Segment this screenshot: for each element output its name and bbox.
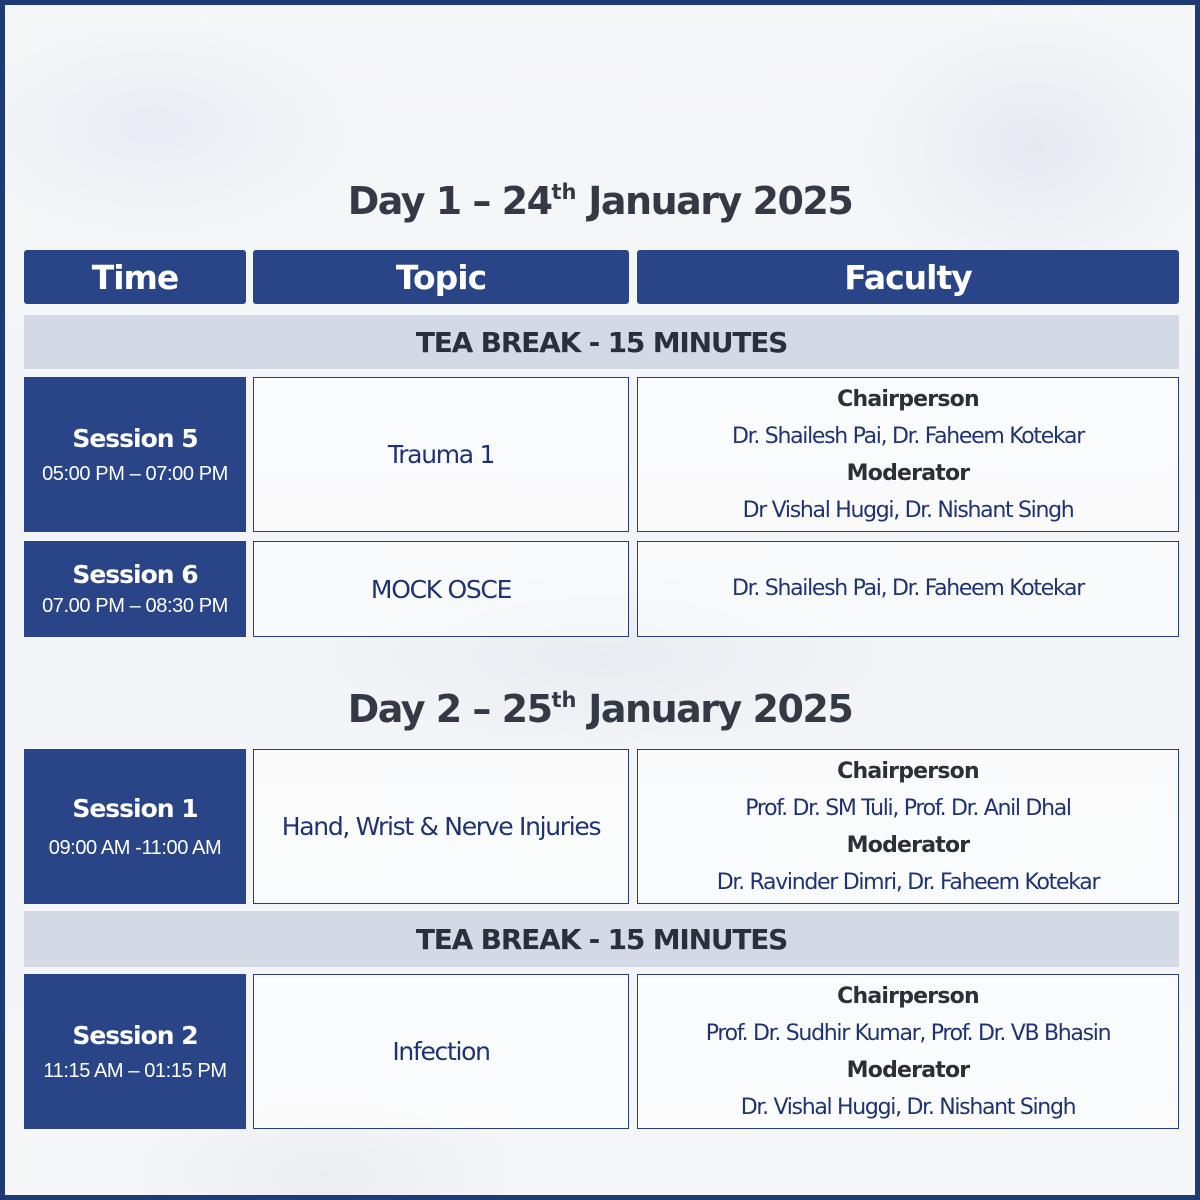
session-faculty-cell xyxy=(637,541,1179,637)
session-name: Session 6 xyxy=(72,560,198,589)
tea-break-banner: TEA BREAK - 15 MINUTES xyxy=(24,315,1179,369)
session-faculty-cell xyxy=(637,749,1179,904)
day1-heading-suffix: January 2025 xyxy=(576,179,853,223)
faculty-names: Dr. Shailesh Pai, Dr. Faheem Kotekar xyxy=(732,576,1084,601)
session-time-cell xyxy=(24,974,246,1129)
moderator-label: Moderator xyxy=(846,460,970,486)
moderator-names: Dr Vishal Huggi, Dr. Nishant Singh xyxy=(742,497,1074,523)
chairperson-names: Dr. Shailesh Pai, Dr. Faheem Kotekar xyxy=(732,423,1084,449)
moderator-label: Moderator xyxy=(846,1057,970,1083)
session-topic: MOCK OSCE xyxy=(370,574,512,604)
chairperson-names: Prof. Dr. SM Tuli, Prof. Dr. Anil Dhal xyxy=(745,795,1071,821)
session-name: Session 1 xyxy=(72,793,198,823)
moderator-label: Moderator xyxy=(846,832,970,858)
session-topic: Hand, Wrist & Nerve Injuries xyxy=(281,812,601,841)
session-faculty-cell xyxy=(637,377,1179,532)
chairperson-label: Chairperson xyxy=(837,983,979,1009)
session-time-cell xyxy=(24,541,246,637)
session-name: Session 2 xyxy=(72,1020,198,1050)
chairperson-label: Chairperson xyxy=(837,758,979,784)
tea-break-banner: TEA BREAK - 15 MINUTES xyxy=(24,911,1179,967)
session-topic: Trauma 1 xyxy=(387,440,495,469)
column-header-topic: Topic xyxy=(253,250,629,304)
column-header-time: Time xyxy=(24,250,246,304)
day2-heading-prefix: Day 2 – 25 xyxy=(347,687,552,731)
session-time: 05:00 PM – 07:00 PM xyxy=(42,462,228,485)
session-topic-cell xyxy=(253,749,629,904)
moderator-names: Dr. Ravinder Dimri, Dr. Faheem Kotekar xyxy=(716,869,1100,895)
session-time: 07.00 PM – 08:30 PM xyxy=(42,595,228,617)
day2-heading-suffix: January 2025 xyxy=(576,687,853,731)
session-topic-cell xyxy=(253,974,629,1129)
chairperson-names: Prof. Dr. Sudhir Kumar, Prof. Dr. VB Bhasin xyxy=(705,1020,1111,1046)
session-topic: Infection xyxy=(392,1037,490,1066)
session-name: Session 5 xyxy=(72,423,198,453)
session-time-cell xyxy=(24,749,246,904)
session-faculty-cell xyxy=(637,974,1179,1129)
day2-heading-ordinal: th xyxy=(551,688,577,712)
session-time: 11:15 AM – 01:15 PM xyxy=(43,1059,227,1082)
day1-heading xyxy=(5,179,1195,223)
chairperson-label: Chairperson xyxy=(837,386,979,412)
session-time: 09:00 AM -11:00 AM xyxy=(48,836,222,859)
day1-heading-prefix: Day 1 – 24 xyxy=(347,179,552,223)
session-topic-cell xyxy=(253,541,629,637)
day2-heading xyxy=(5,687,1195,731)
session-time-cell xyxy=(24,377,246,532)
day1-heading-ordinal: th xyxy=(551,180,577,204)
column-header-faculty: Faculty xyxy=(637,250,1179,304)
session-topic-cell xyxy=(253,377,629,532)
moderator-names: Dr. Vishal Huggi, Dr. Nishant Singh xyxy=(740,1094,1076,1120)
